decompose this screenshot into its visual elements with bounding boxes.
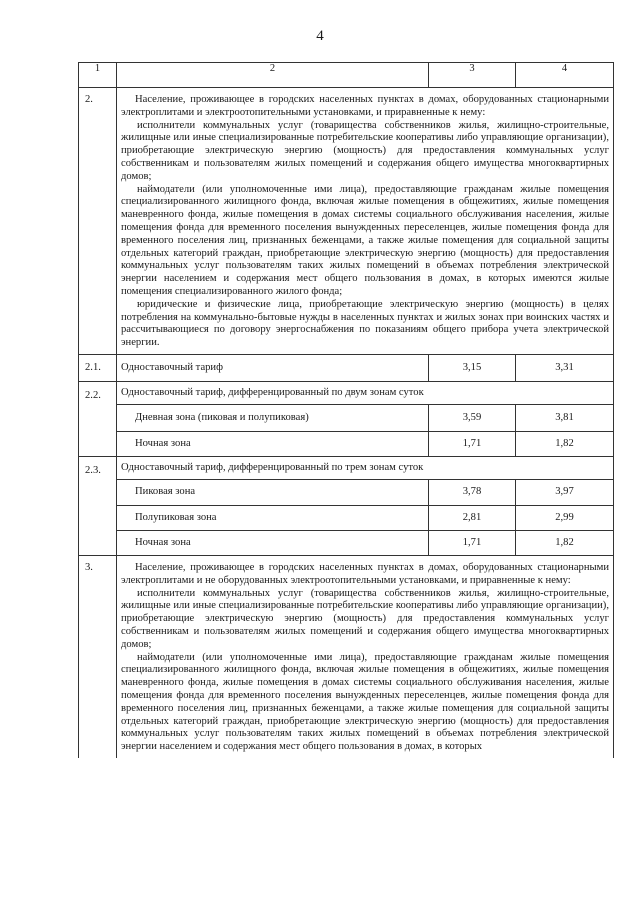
zone-label: Ночная зона — [117, 530, 429, 555]
zone-label: Полупиковая зона — [117, 505, 429, 530]
table-row-2-2 — [79, 381, 614, 404]
tariff-value: 1,71 — [429, 431, 516, 456]
zone-label: Ночная зона — [117, 431, 429, 456]
zone-label: Пиковая зона — [117, 479, 429, 505]
tariff-value: 1,82 — [516, 431, 614, 456]
zone-row — [79, 431, 614, 456]
zone-label: Дневная зона (пиковая и полупиковая) — [117, 404, 429, 431]
tariff-value: 1,82 — [516, 530, 614, 555]
tariff-value: 3,31 — [516, 354, 614, 381]
tariff-value: 1,71 — [429, 530, 516, 555]
tariff-label: Одноставочный тариф, дифференцированный по двум зонам суток — [117, 381, 614, 404]
paragraph: Население, проживающее в городских населенных пунктах в домах, оборудованных стационарными электроплитами и электроотопительными установками, и приравненные к нему: — [121, 94, 609, 118]
zone-row — [79, 479, 614, 505]
zone-row — [79, 530, 614, 555]
row-number: 2. — [79, 88, 117, 355]
tariff-value: 3,97 — [516, 479, 614, 505]
table-row-section-2 — [79, 88, 614, 355]
tariff-value: 2,99 — [516, 505, 614, 530]
paragraph: наймодатели (или уполномоченные ими лица), предоставляющие гражданам жилые помещения специализированного жилищного фонда, включая жилые помещения в общежитиях, жилые помещения маневренного фонда, жилые помещения в домах системы социального обслуживания населения, жилые помещения фонда для временного поселения вынужденных переселенцев, жилые помещения фонда для временного поселения лиц, признанных беженцами, а также жилые помещения для социальной защиты отдельных категорий граждан, приобретающие электрическую энергию (мощность) для предоставления коммунальных услуг пользователям таких жилых помещений в объемах потребления электрической энергии населением и содержания мест общего пользования в домах, в которых имеются жилые помещения специализированного жилого фонда; — [121, 183, 609, 297]
column-header: 4 — [516, 63, 614, 88]
column-header: 1 — [79, 63, 117, 88]
tariff-table — [78, 62, 614, 758]
section-description — [117, 88, 614, 355]
row-number: 2.1. — [79, 354, 117, 381]
paragraph: наймодатели (или уполномоченные ими лица), предоставляющие гражданам жилые помещения специализированного жилищного фонда, включая жилые помещения в общежитиях, жилые помещения маневренного фонда, жилые помещения в домах системы социального обслуживания населения, жилые помещения фонда для временного поселения вынужденных переселенцев, жилые помещения фонда для временного поселения лиц, признанных беженцами, а также жилые помещения для социальной защиты отдельных категорий граждан, приобретающие электрическую энергию (мощность) для предоставления коммунальных услуг пользователям таких жилых помещений в объемах потребления электрической энергии населением и содержания мест общего пользования в домах, в которых — [121, 651, 609, 753]
section-description — [117, 555, 614, 757]
table-row-section-3 — [79, 555, 614, 757]
paragraph: юридические и физические лица, приобретающие электрическую энергию (мощность) в целях потребления на коммунально-бытовые нужды в населенных пунктах и жилых зонах при воинских частях и рассчитывающиеся по договору энергоснабжения по показаниям общего прибора учета электрической энергии. — [121, 298, 609, 349]
tariff-value: 3,15 — [429, 354, 516, 381]
zone-row — [79, 404, 614, 431]
tariff-value: 3,78 — [429, 479, 516, 505]
tariff-value: 2,81 — [429, 505, 516, 530]
column-number-row — [79, 63, 614, 88]
tariff-value: 3,59 — [429, 404, 516, 431]
table-row-2-1 — [79, 354, 614, 381]
tariff-label: Одноставочный тариф, дифференцированный по трем зонам суток — [117, 456, 614, 479]
row-number: 3. — [79, 555, 117, 757]
paragraph: исполнители коммунальных услуг (товарищества собственников жилья, жилищно-строительные, жилищные или иные специализированные потребительские кооперативы либо управляющие организации), приобретающие электрическую энергию (мощность) для предоставления коммунальных услуг собственникам и пользователям жилых помещений и содержания общего имущества многоквартирных домов; — [121, 587, 609, 650]
row-number: 2.2. — [79, 381, 117, 456]
tariff-value: 3,81 — [516, 404, 614, 431]
table-row-2-3 — [79, 456, 614, 479]
zone-row — [79, 505, 614, 530]
column-header: 3 — [429, 63, 516, 88]
column-header: 2 — [117, 63, 429, 88]
row-number: 2.3. — [79, 456, 117, 555]
paragraph: исполнители коммунальных услуг (товарищества собственников жилья, жилищно-строительные, жилищные или иные специализированные потребительские кооперативы либо управляющие организации), приобретающие электрическую энергию (мощность) для предоставления коммунальных услуг собственникам и пользователям жилых помещений и содержания общего имущества многоквартирных домов; — [121, 119, 609, 182]
paragraph: Население, проживающее в городских населенных пунктах в домах, оборудованных стационарными электроплитами и не оборудованных электроотопительными установками, и приравненные к нему: — [121, 561, 609, 586]
page-number: 4 — [316, 28, 324, 44]
tariff-label: Одноставочный тариф — [117, 354, 429, 381]
